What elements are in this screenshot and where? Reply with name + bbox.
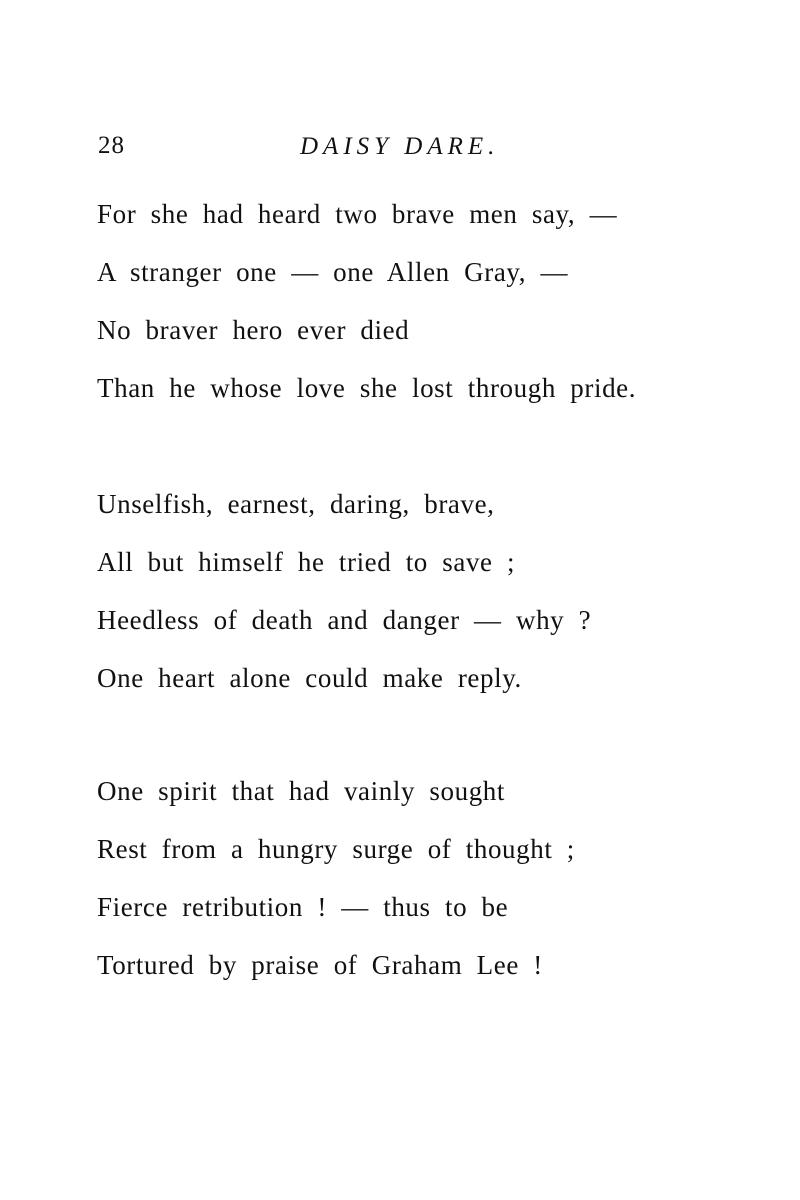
poem-line: Fierce retribution ! — thus to be bbox=[97, 892, 509, 922]
stanza-3 bbox=[97, 772, 575, 1004]
stanza-1 bbox=[97, 195, 636, 427]
running-title: DAISY DARE. bbox=[300, 133, 500, 160]
poem-line: Tortured by praise of Graham Lee ! bbox=[97, 950, 543, 980]
poem-line: Unselfish, earnest, daring, brave, bbox=[97, 489, 495, 519]
poem-line: No braver hero ever died bbox=[97, 315, 410, 345]
stanza-2 bbox=[97, 485, 591, 717]
poem-line: For she had heard two brave men say, — bbox=[97, 199, 618, 229]
poem-line: Rest from a hungry surge of thought ; bbox=[97, 834, 575, 864]
poem-line: One spirit that had vainly sought bbox=[97, 776, 506, 806]
poem-line: Than he whose love she lost through pride. bbox=[97, 373, 637, 403]
page-number: 28 bbox=[98, 132, 125, 159]
poem-line: A stranger one — one Allen Gray, — bbox=[97, 257, 569, 287]
poem-line: One heart alone could make reply. bbox=[97, 663, 522, 693]
poem-line: All but himself he tried to save ; bbox=[97, 547, 516, 577]
poem-line: Heedless of death and danger — why ? bbox=[97, 605, 592, 635]
